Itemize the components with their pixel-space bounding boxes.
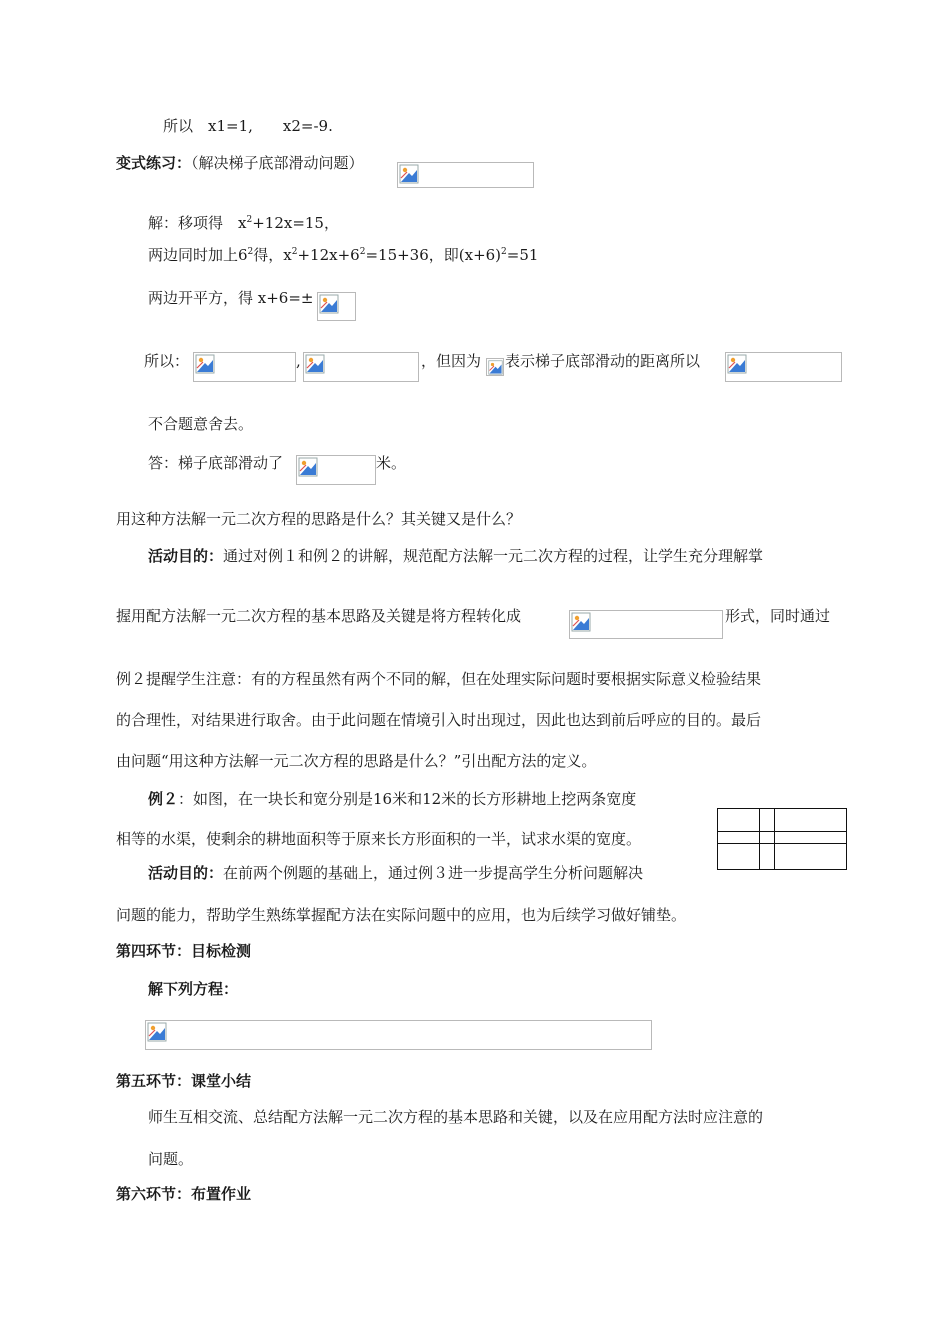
activity-purpose-1: 活动目的：通过对例１和例２的讲解，规范配方法解一元二次方程的过程，让学生充分理解掌 (148, 547, 764, 565)
solution-result: 所以 x1=1, x2=-9. (163, 117, 333, 135)
channel-line-left (759, 809, 760, 869)
equation-image-7 (296, 455, 376, 485)
equation-image-4 (303, 352, 419, 382)
answer-suffix: 米。 (376, 454, 407, 472)
channel-line-right (774, 809, 775, 869)
section-5-heading: 第五环节：课堂小结 (116, 1072, 252, 1090)
section-4-heading: 第四环节：目标检测 (116, 942, 252, 960)
broken-image-icon (727, 354, 747, 374)
broken-image-icon (147, 1022, 167, 1042)
equation-image-6 (725, 352, 842, 382)
broken-image-icon (399, 164, 419, 184)
distance-explanation: 表示梯子底部滑动的距离所以 (505, 352, 701, 370)
example-2-continued: 相等的水渠，使剩余的耕地面积等于原来长方形面积的一半，试求水渠的宽度。 (116, 830, 642, 848)
section-6-heading: 第六环节：布置作业 (116, 1185, 252, 1203)
method-question: 用这种方法解一元二次方程的思路是什么？其关键又是什么？ (116, 510, 522, 528)
activity-purpose-2: 活动目的：在前两个例题的基础上，通过例３进一步提高学生分析问题解决 (148, 864, 644, 882)
discard-note: 不合题意舍去。 (148, 415, 254, 433)
key-idea-text: 握用配方法解一元二次方程的基本思路及关键是将方程转化成 (116, 607, 522, 625)
field-diagram (717, 808, 847, 870)
solve-equations-prompt: 解下列方程： (148, 980, 239, 998)
equation-image-5 (486, 358, 504, 376)
broken-image-icon (305, 354, 325, 374)
key-idea-suffix: 形式，同时通过 (725, 607, 831, 625)
step-complete-square: 两边同时加上$6^2$得，$x^2+12x+6^2=15+36$，即$(x+6)^2=51$ (148, 246, 539, 264)
example-2: 例２：如图，在一块长和宽分别是16米和12米的长方形耕地上挖两条宽度 (148, 790, 637, 808)
channel-line-bottom (718, 843, 846, 844)
variant-exercise-heading (116, 152, 364, 174)
variant-exercise-label: 变式练习： (116, 154, 192, 172)
answer-prefix: 答：梯子底部滑动了 (148, 454, 284, 472)
summary-text-continued: 问题。 (148, 1150, 194, 1168)
broken-image-icon (195, 354, 215, 374)
equation-image-9 (145, 1020, 652, 1050)
step-move-terms: 解：移项得 $x^2+12x=15$， (148, 214, 339, 232)
comma: , (296, 352, 301, 370)
variant-exercise-text: （解决梯子底部滑动问题） (191, 154, 364, 172)
summary-text: 师生互相交流、总结配方法解一元二次方程的基本思路和关键，以及在应用配方法时应注意的 (148, 1108, 764, 1126)
step-square-root: 两边开平方，得 x+6=± (148, 289, 314, 307)
equation-image-1 (397, 162, 534, 188)
broken-image-icon (298, 457, 318, 477)
equation-image-2 (317, 292, 356, 321)
channel-line-top (718, 831, 846, 832)
rationality-text: 的合理性，对结果进行取舍。由于此问题在情境引入时出现过，因此也达到前后呼应的目的。最后 (116, 711, 762, 729)
equation-image-3 (193, 352, 296, 382)
broken-image-icon (571, 612, 591, 632)
definition-text: 由问题“用这种方法解一元二次方程的思路是什么？”引出配方法的定义。 (116, 752, 597, 770)
but-because: ，但因为 (421, 352, 482, 370)
broken-image-icon (319, 294, 339, 314)
so-label: 所以： (144, 352, 190, 370)
activity-purpose-2-continued: 问题的能力，帮助学生熟练掌握配方法在实际问题中的应用，也为后续学习做好铺垫。 (116, 906, 687, 924)
broken-image-icon (488, 360, 503, 375)
reminder-text: 例２提醒学生注意：有的方程虽然有两个不同的解，但在处理实际问题时要根据实际意义检验结果 (116, 670, 762, 688)
equation-image-8 (569, 610, 723, 639)
